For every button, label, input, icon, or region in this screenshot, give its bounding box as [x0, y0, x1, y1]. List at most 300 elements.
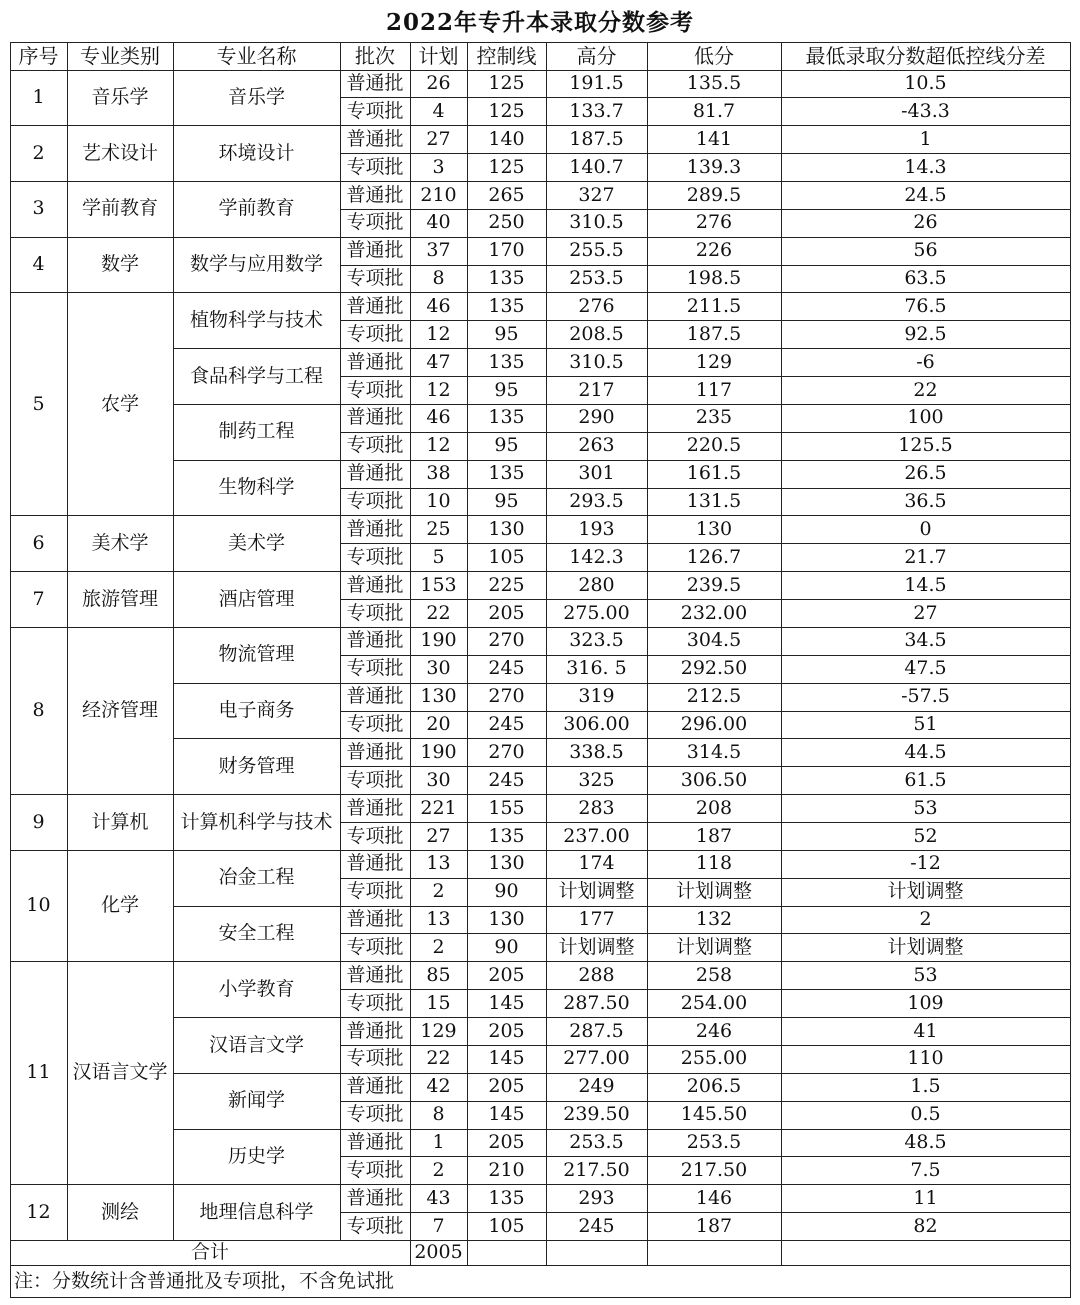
- plan-cell: 46: [426, 295, 451, 317]
- batch-cell: 专项批: [346, 657, 404, 680]
- score-diff-cell: 14.3: [904, 155, 947, 178]
- serial-number-cell: 12: [26, 1200, 51, 1223]
- score-diff-cell: 76.5: [904, 295, 947, 317]
- score-diff-cell: 56: [913, 239, 938, 262]
- table-rule: [10, 571, 1071, 572]
- high-score-cell: 288: [578, 963, 615, 986]
- serial-number-cell: 5: [32, 392, 45, 415]
- high-score-cell: 208.5: [569, 322, 624, 345]
- major-name-cell: 财务管理: [218, 754, 295, 777]
- plan-cell: 43: [426, 1186, 451, 1209]
- table-rule: [173, 460, 1071, 461]
- column-header: 序号: [18, 43, 59, 68]
- batch-cell: 普通批: [346, 908, 404, 931]
- high-score-cell: 245: [578, 1214, 615, 1237]
- table-rule: [340, 42, 341, 1241]
- major-name-cell: 计算机科学与技术: [180, 810, 333, 833]
- plan-cell: 30: [426, 657, 451, 680]
- score-diff-cell: 34.5: [904, 629, 947, 652]
- plan-cell: 190: [420, 740, 457, 763]
- score-diff-cell: 0: [919, 517, 932, 540]
- control-line-cell: 245: [488, 657, 525, 680]
- batch-cell: 专项批: [346, 824, 404, 847]
- total-label-cell: 合计: [190, 1240, 229, 1263]
- major-name-cell: 数学与应用数学: [189, 253, 323, 276]
- serial-number-cell: 6: [32, 531, 45, 554]
- high-score-cell: 237.00: [563, 824, 630, 847]
- table-rule: [340, 1212, 1071, 1213]
- category-cell: 学前教育: [81, 197, 158, 220]
- high-score-cell: 217.50: [563, 1158, 630, 1181]
- low-score-cell: 211.5: [686, 295, 742, 317]
- low-score-cell: 292.50: [680, 657, 748, 680]
- plan-cell: 22: [426, 1047, 451, 1070]
- high-score-cell: 249: [578, 1075, 615, 1098]
- table-rule: [340, 1156, 1071, 1157]
- high-score-cell: 319: [578, 685, 615, 708]
- table-rule: [340, 599, 1071, 600]
- serial-number-cell: 10: [26, 894, 51, 917]
- low-score-cell: 246: [695, 1019, 733, 1042]
- batch-cell: 专项批: [346, 490, 404, 513]
- low-score-cell: 276: [695, 211, 733, 234]
- batch-cell: 专项批: [346, 267, 404, 290]
- low-score-cell: 126.7: [686, 545, 742, 568]
- low-score-cell: 220.5: [686, 434, 742, 457]
- low-score-cell: 289.5: [686, 183, 742, 206]
- low-score-cell: 187: [695, 824, 733, 847]
- table-rule: [10, 515, 1071, 516]
- control-line-cell: 95: [494, 378, 519, 401]
- major-name-cell: 电子商务: [218, 699, 295, 722]
- plan-cell: 210: [420, 183, 457, 206]
- score-diff-cell: 14.5: [904, 573, 947, 596]
- plan-cell: 190: [420, 629, 457, 652]
- score-diff-cell: 125.5: [898, 434, 953, 457]
- plan-cell: 1: [432, 1131, 445, 1154]
- control-line-cell: 270: [488, 685, 525, 708]
- table-rule: [173, 348, 1071, 349]
- high-score-cell: 计划调整: [558, 880, 635, 903]
- score-diff-cell: 41: [913, 1019, 938, 1042]
- control-line-cell: 270: [488, 629, 525, 652]
- high-score-cell: 287.50: [563, 991, 630, 1014]
- batch-cell: 普通批: [346, 183, 404, 206]
- score-diff-cell: 22: [913, 378, 938, 401]
- table-rule: [10, 794, 1071, 795]
- column-header: 高分: [576, 43, 617, 68]
- score-diff-cell: 52: [913, 824, 938, 847]
- control-line-cell: 125: [488, 155, 525, 178]
- high-score-cell: 217: [578, 378, 615, 401]
- batch-cell: 专项批: [346, 378, 404, 401]
- plan-cell: 22: [426, 601, 451, 624]
- control-line-cell: 205: [488, 1131, 525, 1154]
- plan-cell: 5: [432, 545, 445, 568]
- high-score-cell: 计划调整: [558, 936, 635, 959]
- batch-cell: 专项批: [346, 991, 404, 1014]
- score-diff-cell: 11: [913, 1186, 938, 1209]
- table-rule: [10, 125, 1071, 126]
- score-diff-cell: 21.7: [904, 545, 947, 568]
- batch-cell: 普通批: [346, 629, 404, 652]
- score-diff-cell: 计划调整: [887, 936, 964, 959]
- low-score-cell: 217.50: [680, 1158, 748, 1181]
- high-score-cell: 193: [578, 517, 615, 540]
- control-line-cell: 265: [488, 183, 525, 206]
- plan-cell: 26: [426, 72, 451, 95]
- control-line-cell: 135: [488, 350, 525, 373]
- category-cell: 化学: [100, 894, 139, 917]
- table-rule: [10, 1184, 1071, 1185]
- score-diff-cell: 82: [913, 1214, 938, 1237]
- serial-number-cell: 3: [32, 197, 45, 220]
- batch-cell: 专项批: [346, 155, 404, 178]
- table-rule: [647, 42, 648, 1266]
- score-diff-cell: 53: [913, 796, 938, 819]
- control-line-cell: 135: [488, 462, 525, 485]
- control-line-cell: 155: [488, 796, 525, 819]
- batch-cell: 专项批: [346, 713, 404, 736]
- column-header: 低分: [694, 43, 734, 68]
- serial-number-cell: 1: [32, 85, 45, 108]
- major-name-cell: 环境设计: [218, 141, 295, 164]
- high-score-cell: 327: [578, 183, 615, 206]
- plan-cell: 46: [426, 406, 451, 429]
- table-rule: [340, 488, 1071, 489]
- plan-cell: 27: [426, 127, 451, 150]
- table-rule: [173, 1129, 1071, 1130]
- control-line-cell: 135: [488, 824, 525, 847]
- control-line-cell: 145: [488, 1047, 525, 1070]
- high-score-cell: 276: [578, 295, 615, 317]
- low-score-cell: 145.50: [680, 1103, 748, 1126]
- low-score-cell: 253.5: [686, 1131, 742, 1154]
- plan-cell: 30: [426, 768, 451, 791]
- control-line-cell: 210: [488, 1158, 525, 1181]
- category-cell: 测绘: [100, 1200, 139, 1223]
- plan-cell: 37: [426, 239, 451, 262]
- low-score-cell: 187.5: [686, 322, 742, 345]
- high-score-cell: 301: [578, 462, 615, 485]
- batch-cell: 普通批: [346, 1075, 404, 1098]
- plan-cell: 221: [420, 796, 457, 819]
- low-score-cell: 132: [695, 908, 733, 931]
- major-name-cell: 汉语言文学: [208, 1033, 304, 1056]
- major-name-cell: 植物科学与技术: [189, 308, 323, 331]
- high-score-cell: 174: [578, 852, 615, 875]
- table-rule: [10, 292, 1071, 293]
- serial-number-cell: 11: [26, 1061, 51, 1084]
- table-rule: [340, 153, 1071, 154]
- table-rule: [340, 432, 1071, 433]
- low-score-cell: 255.00: [680, 1047, 748, 1070]
- major-name-cell: 学前教育: [218, 197, 295, 220]
- low-score-cell: 187: [695, 1214, 733, 1237]
- batch-cell: 普通批: [346, 1019, 404, 1042]
- high-score-cell: 239.50: [563, 1103, 630, 1126]
- score-diff-cell: 109: [907, 991, 944, 1014]
- low-score-cell: 131.5: [686, 490, 742, 513]
- low-score-cell: 232.00: [680, 601, 748, 624]
- score-diff-cell: 计划调整: [887, 880, 964, 903]
- control-line-cell: 90: [494, 880, 519, 903]
- high-score-cell: 277.00: [563, 1047, 630, 1070]
- table-rule: [10, 70, 1071, 71]
- batch-cell: 普通批: [346, 406, 404, 429]
- plan-cell: 20: [426, 713, 451, 736]
- table-rule: [173, 738, 1071, 739]
- category-cell: 艺术设计: [81, 141, 158, 164]
- plan-cell: 2: [432, 880, 445, 903]
- plan-cell: 12: [426, 378, 451, 401]
- major-name-cell: 安全工程: [218, 922, 295, 945]
- low-score-cell: 226: [695, 239, 733, 262]
- low-score-cell: 计划调整: [675, 880, 752, 903]
- low-score-cell: 254.00: [680, 991, 748, 1014]
- major-name-cell: 冶金工程: [218, 866, 295, 889]
- table-rule: [340, 878, 1071, 879]
- batch-cell: 专项批: [346, 1047, 404, 1070]
- low-score-cell: 146: [695, 1186, 733, 1209]
- table-rule: [173, 906, 1071, 907]
- serial-number-cell: 8: [32, 699, 45, 722]
- batch-cell: 普通批: [346, 1186, 404, 1209]
- score-diff-cell: 63.5: [904, 267, 947, 290]
- low-score-cell: 208: [695, 796, 733, 819]
- plan-cell: 42: [426, 1075, 451, 1098]
- plan-cell: 27: [426, 824, 451, 847]
- plan-cell: 153: [420, 573, 457, 596]
- table-rule: [340, 376, 1071, 377]
- table-rule: [173, 42, 174, 1241]
- score-diff-cell: 100: [907, 406, 944, 429]
- plan-cell: 12: [426, 322, 451, 345]
- category-cell: 美术学: [91, 531, 149, 554]
- batch-cell: 普通批: [346, 796, 404, 819]
- major-name-cell: 新闻学: [227, 1089, 285, 1112]
- major-name-cell: 地理信息科学: [199, 1200, 314, 1223]
- control-line-cell: 135: [488, 295, 525, 317]
- table-rule: [546, 42, 547, 1266]
- batch-cell: 专项批: [346, 880, 404, 903]
- serial-number-cell: 9: [32, 810, 45, 833]
- batch-cell: 普通批: [346, 685, 404, 708]
- batch-cell: 专项批: [346, 1214, 404, 1237]
- table-rule: [340, 655, 1071, 656]
- table-rule: [173, 404, 1071, 405]
- low-score-cell: 81.7: [692, 99, 736, 122]
- high-score-cell: 275.00: [563, 601, 630, 624]
- plan-cell: 2: [432, 936, 445, 959]
- batch-cell: 普通批: [346, 295, 404, 317]
- score-diff-cell: 7.5: [910, 1158, 941, 1181]
- column-header: 计划: [418, 43, 459, 68]
- control-line-cell: 130: [488, 517, 525, 540]
- plan-cell: 130: [420, 685, 457, 708]
- table-rule: [10, 181, 1071, 182]
- batch-cell: 普通批: [346, 350, 404, 373]
- batch-cell: 专项批: [346, 1103, 404, 1126]
- score-diff-cell: 1.5: [910, 1075, 941, 1098]
- control-line-cell: 145: [488, 1103, 525, 1126]
- table-footnote: 注：分数统计含普通批及专项批，不含免试批: [14, 1270, 395, 1292]
- serial-number-cell: 4: [32, 253, 45, 276]
- category-cell: 音乐学: [91, 85, 149, 108]
- table-rule: [10, 1265, 1071, 1266]
- table-rule: [10, 237, 1071, 238]
- control-line-cell: 250: [488, 211, 525, 234]
- table-rule: [467, 42, 468, 1266]
- major-name-cell: 物流管理: [218, 643, 295, 666]
- batch-cell: 普通批: [346, 127, 404, 150]
- plan-cell: 4: [432, 99, 445, 122]
- low-score-cell: 141: [695, 127, 733, 150]
- control-line-cell: 105: [488, 545, 525, 568]
- batch-cell: 专项批: [346, 322, 404, 345]
- major-name-cell: 制药工程: [218, 420, 295, 443]
- batch-cell: 专项批: [346, 936, 404, 959]
- plan-cell: 47: [426, 350, 451, 373]
- table-rule: [1070, 42, 1071, 1298]
- serial-number-cell: 7: [32, 587, 45, 610]
- high-score-cell: 310.5: [569, 350, 624, 373]
- table-rule: [67, 42, 68, 1241]
- high-score-cell: 140.7: [569, 155, 624, 178]
- batch-cell: 专项批: [346, 545, 404, 568]
- category-cell: 旅游管理: [81, 587, 158, 610]
- major-name-cell: 美术学: [227, 531, 285, 554]
- high-score-cell: 316. 5: [566, 657, 627, 680]
- batch-cell: 专项批: [346, 434, 404, 457]
- score-diff-cell: 10.5: [904, 72, 947, 95]
- score-diff-cell: 53: [913, 963, 938, 986]
- low-score-cell: 118: [695, 852, 733, 875]
- batch-cell: 专项批: [346, 211, 404, 234]
- low-score-cell: 296.00: [680, 713, 748, 736]
- low-score-cell: 130: [695, 517, 733, 540]
- batch-cell: 普通批: [346, 573, 404, 596]
- table-rule: [340, 1045, 1071, 1046]
- high-score-cell: 287.5: [569, 1019, 624, 1042]
- score-diff-cell: 48.5: [904, 1131, 947, 1154]
- category-cell: 汉语言文学: [72, 1061, 168, 1084]
- batch-cell: 普通批: [346, 963, 404, 986]
- score-diff-cell: -43.3: [901, 99, 950, 122]
- score-diff-cell: -12: [910, 852, 941, 875]
- table-rule: [340, 97, 1071, 98]
- column-header: 专业类别: [80, 43, 160, 68]
- score-diff-cell: 51: [913, 713, 938, 736]
- high-score-cell: 310.5: [569, 211, 624, 234]
- plan-cell: 13: [426, 852, 451, 875]
- low-score-cell: 198.5: [686, 267, 742, 290]
- control-line-cell: 90: [494, 936, 519, 959]
- low-score-cell: 206.5: [686, 1075, 742, 1098]
- column-header: 批次: [355, 43, 395, 68]
- low-score-cell: 304.5: [686, 629, 742, 652]
- table-rule: [340, 265, 1071, 266]
- low-score-cell: 129: [695, 350, 733, 373]
- batch-cell: 普通批: [346, 740, 404, 763]
- category-cell: 数学: [100, 253, 139, 276]
- plan-cell: 8: [432, 267, 445, 290]
- batch-cell: 专项批: [346, 99, 404, 122]
- control-line-cell: 125: [488, 72, 525, 95]
- major-name-cell: 历史学: [227, 1145, 285, 1168]
- plan-cell: 7: [432, 1214, 445, 1237]
- control-line-cell: 95: [494, 322, 519, 345]
- table-rule: [173, 683, 1071, 684]
- high-score-cell: 323.5: [569, 629, 624, 652]
- column-header: 最低录取分数超低控线分差: [805, 43, 1046, 68]
- score-diff-cell: -6: [916, 350, 935, 373]
- category-cell: 农学: [100, 392, 139, 415]
- batch-cell: 普通批: [346, 239, 404, 262]
- high-score-cell: 283: [578, 796, 615, 819]
- table-rule: [340, 822, 1071, 823]
- control-line-cell: 170: [488, 239, 525, 262]
- high-score-cell: 280: [578, 573, 615, 596]
- control-line-cell: 95: [494, 490, 519, 513]
- table-rule: [10, 627, 1071, 628]
- low-score-cell: 139.3: [686, 155, 742, 178]
- control-line-cell: 125: [488, 99, 525, 122]
- control-line-cell: 95: [494, 434, 519, 457]
- high-score-cell: 338.5: [569, 740, 624, 763]
- score-diff-cell: 26: [913, 211, 938, 234]
- table-rule: [10, 1297, 1071, 1298]
- control-line-cell: 130: [488, 908, 525, 931]
- low-score-cell: 212.5: [686, 685, 742, 708]
- low-score-cell: 计划调整: [675, 936, 752, 959]
- table-rule: [340, 320, 1071, 321]
- score-diff-cell: 47.5: [904, 657, 947, 680]
- plan-cell: 2: [432, 1158, 445, 1181]
- batch-cell: 普通批: [346, 1131, 404, 1154]
- high-score-cell: 142.3: [569, 545, 624, 568]
- table-rule: [10, 1240, 1071, 1241]
- high-score-cell: 290: [578, 406, 615, 429]
- control-line-cell: 245: [488, 768, 525, 791]
- plan-cell: 38: [426, 462, 451, 485]
- table-rule: [340, 543, 1071, 544]
- control-line-cell: 225: [488, 573, 525, 596]
- high-score-cell: 293: [578, 1186, 615, 1209]
- table-rule: [781, 42, 782, 1266]
- batch-cell: 普通批: [346, 852, 404, 875]
- score-diff-cell: 24.5: [904, 183, 947, 206]
- control-line-cell: 135: [488, 1186, 525, 1209]
- table-rule: [340, 766, 1071, 767]
- major-name-cell: 酒店管理: [218, 587, 295, 610]
- low-score-cell: 117: [695, 378, 733, 401]
- plan-cell: 129: [420, 1019, 457, 1042]
- score-diff-cell: 36.5: [904, 490, 947, 513]
- batch-cell: 普通批: [346, 517, 404, 540]
- score-diff-cell: 2: [919, 908, 932, 931]
- control-line-cell: 145: [488, 991, 525, 1014]
- table-rule: [10, 42, 11, 1298]
- control-line-cell: 205: [488, 1075, 525, 1098]
- score-diff-cell: 61.5: [904, 768, 947, 791]
- table-rule: [340, 209, 1071, 210]
- high-score-cell: 293.5: [569, 490, 624, 513]
- batch-cell: 专项批: [346, 768, 404, 791]
- score-diff-cell: 92.5: [904, 322, 947, 345]
- low-score-cell: 306.50: [680, 768, 748, 791]
- plan-cell: 40: [426, 211, 451, 234]
